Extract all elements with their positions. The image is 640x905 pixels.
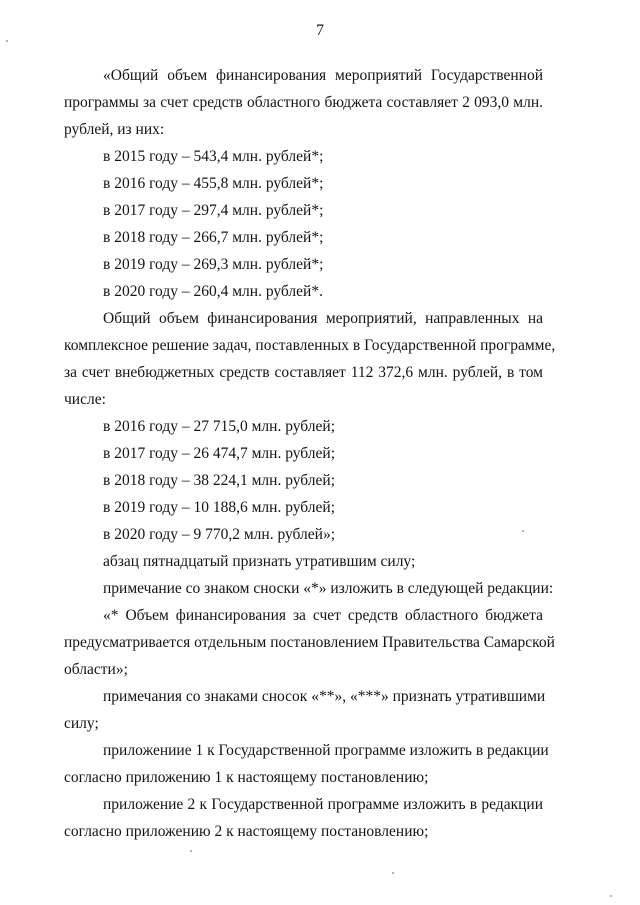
page-number: 7	[316, 22, 324, 39]
list-item: в 2018 году – 38 224,1 млн. рублей;	[103, 472, 336, 489]
list-item: в 2016 году – 27 715,0 млн. рублей;	[103, 418, 336, 435]
paragraph-line: за счет внебюджетных средств составляет 112 372,6 млн. рублей, в том	[64, 364, 543, 381]
amendment-line: предусматривается отдельным постановлением Правительства Самарской	[64, 634, 555, 651]
list-item: в 2019 году – 269,3 млн. рублей*;	[103, 256, 324, 273]
amendment-line: согласно приложению 2 к настоящему постановлению;	[64, 823, 429, 840]
paragraph-line: программы за счет средств областного бюджета составляет 2 093,0 млн.	[64, 94, 543, 111]
scan-speck	[190, 850, 192, 852]
list-item: в 2017 году – 297,4 млн. рублей*;	[103, 202, 324, 219]
list-item: в 2017 году – 26 474,7 млн. рублей;	[103, 445, 336, 462]
paragraph-line: рублей, из них:	[64, 121, 165, 138]
paragraph-line: комплексное решение задач, поставленных в Государственной программе,	[64, 337, 556, 354]
list-item: в 2015 году – 543,4 млн. рублей*;	[103, 148, 324, 165]
paragraph-line: Общий объем финансирования мероприятий, направленных на	[103, 310, 543, 327]
amendment-line: силу;	[64, 715, 99, 732]
scan-speck	[610, 895, 612, 897]
list-item: в 2016 году – 455,8 млн. рублей*;	[103, 175, 324, 192]
amendment-line: примечание со знаком сноски «*» изложить в следующей редакции:	[103, 580, 554, 597]
amendment-line: абзац пятнадцатый признать утратившим силу;	[103, 553, 416, 570]
amendment-line: «* Объем финансирования за счет средств областного бюджета	[103, 607, 543, 624]
list-item: в 2020 году – 260,4 млн. рублей*.	[103, 283, 323, 300]
paragraph-line: числе:	[64, 391, 106, 408]
amendment-line: приложениие 1 к Государственной программе изложить в редакции	[103, 742, 549, 759]
amendment-line: согласно приложению 1 к настоящему постановлению;	[64, 769, 429, 786]
list-item: в 2019 году – 10 188,6 млн. рублей;	[103, 499, 336, 516]
scan-speck	[392, 872, 394, 874]
list-item: в 2018 году – 266,7 млн. рублей*;	[103, 229, 324, 246]
scan-speck	[522, 530, 524, 532]
scan-speck	[6, 40, 8, 42]
amendment-line: примечания со знаками сносок «**», «***» признать утратившими	[103, 688, 546, 705]
amendment-line: области»;	[64, 661, 128, 678]
amendment-line: приложение 2 к Государственной программе изложить в редакции	[103, 796, 543, 813]
paragraph-line: «Общий объем финансирования мероприятий Государственной	[103, 67, 543, 84]
list-item: в 2020 году – 9 770,2 млн. рублей»;	[103, 526, 336, 543]
